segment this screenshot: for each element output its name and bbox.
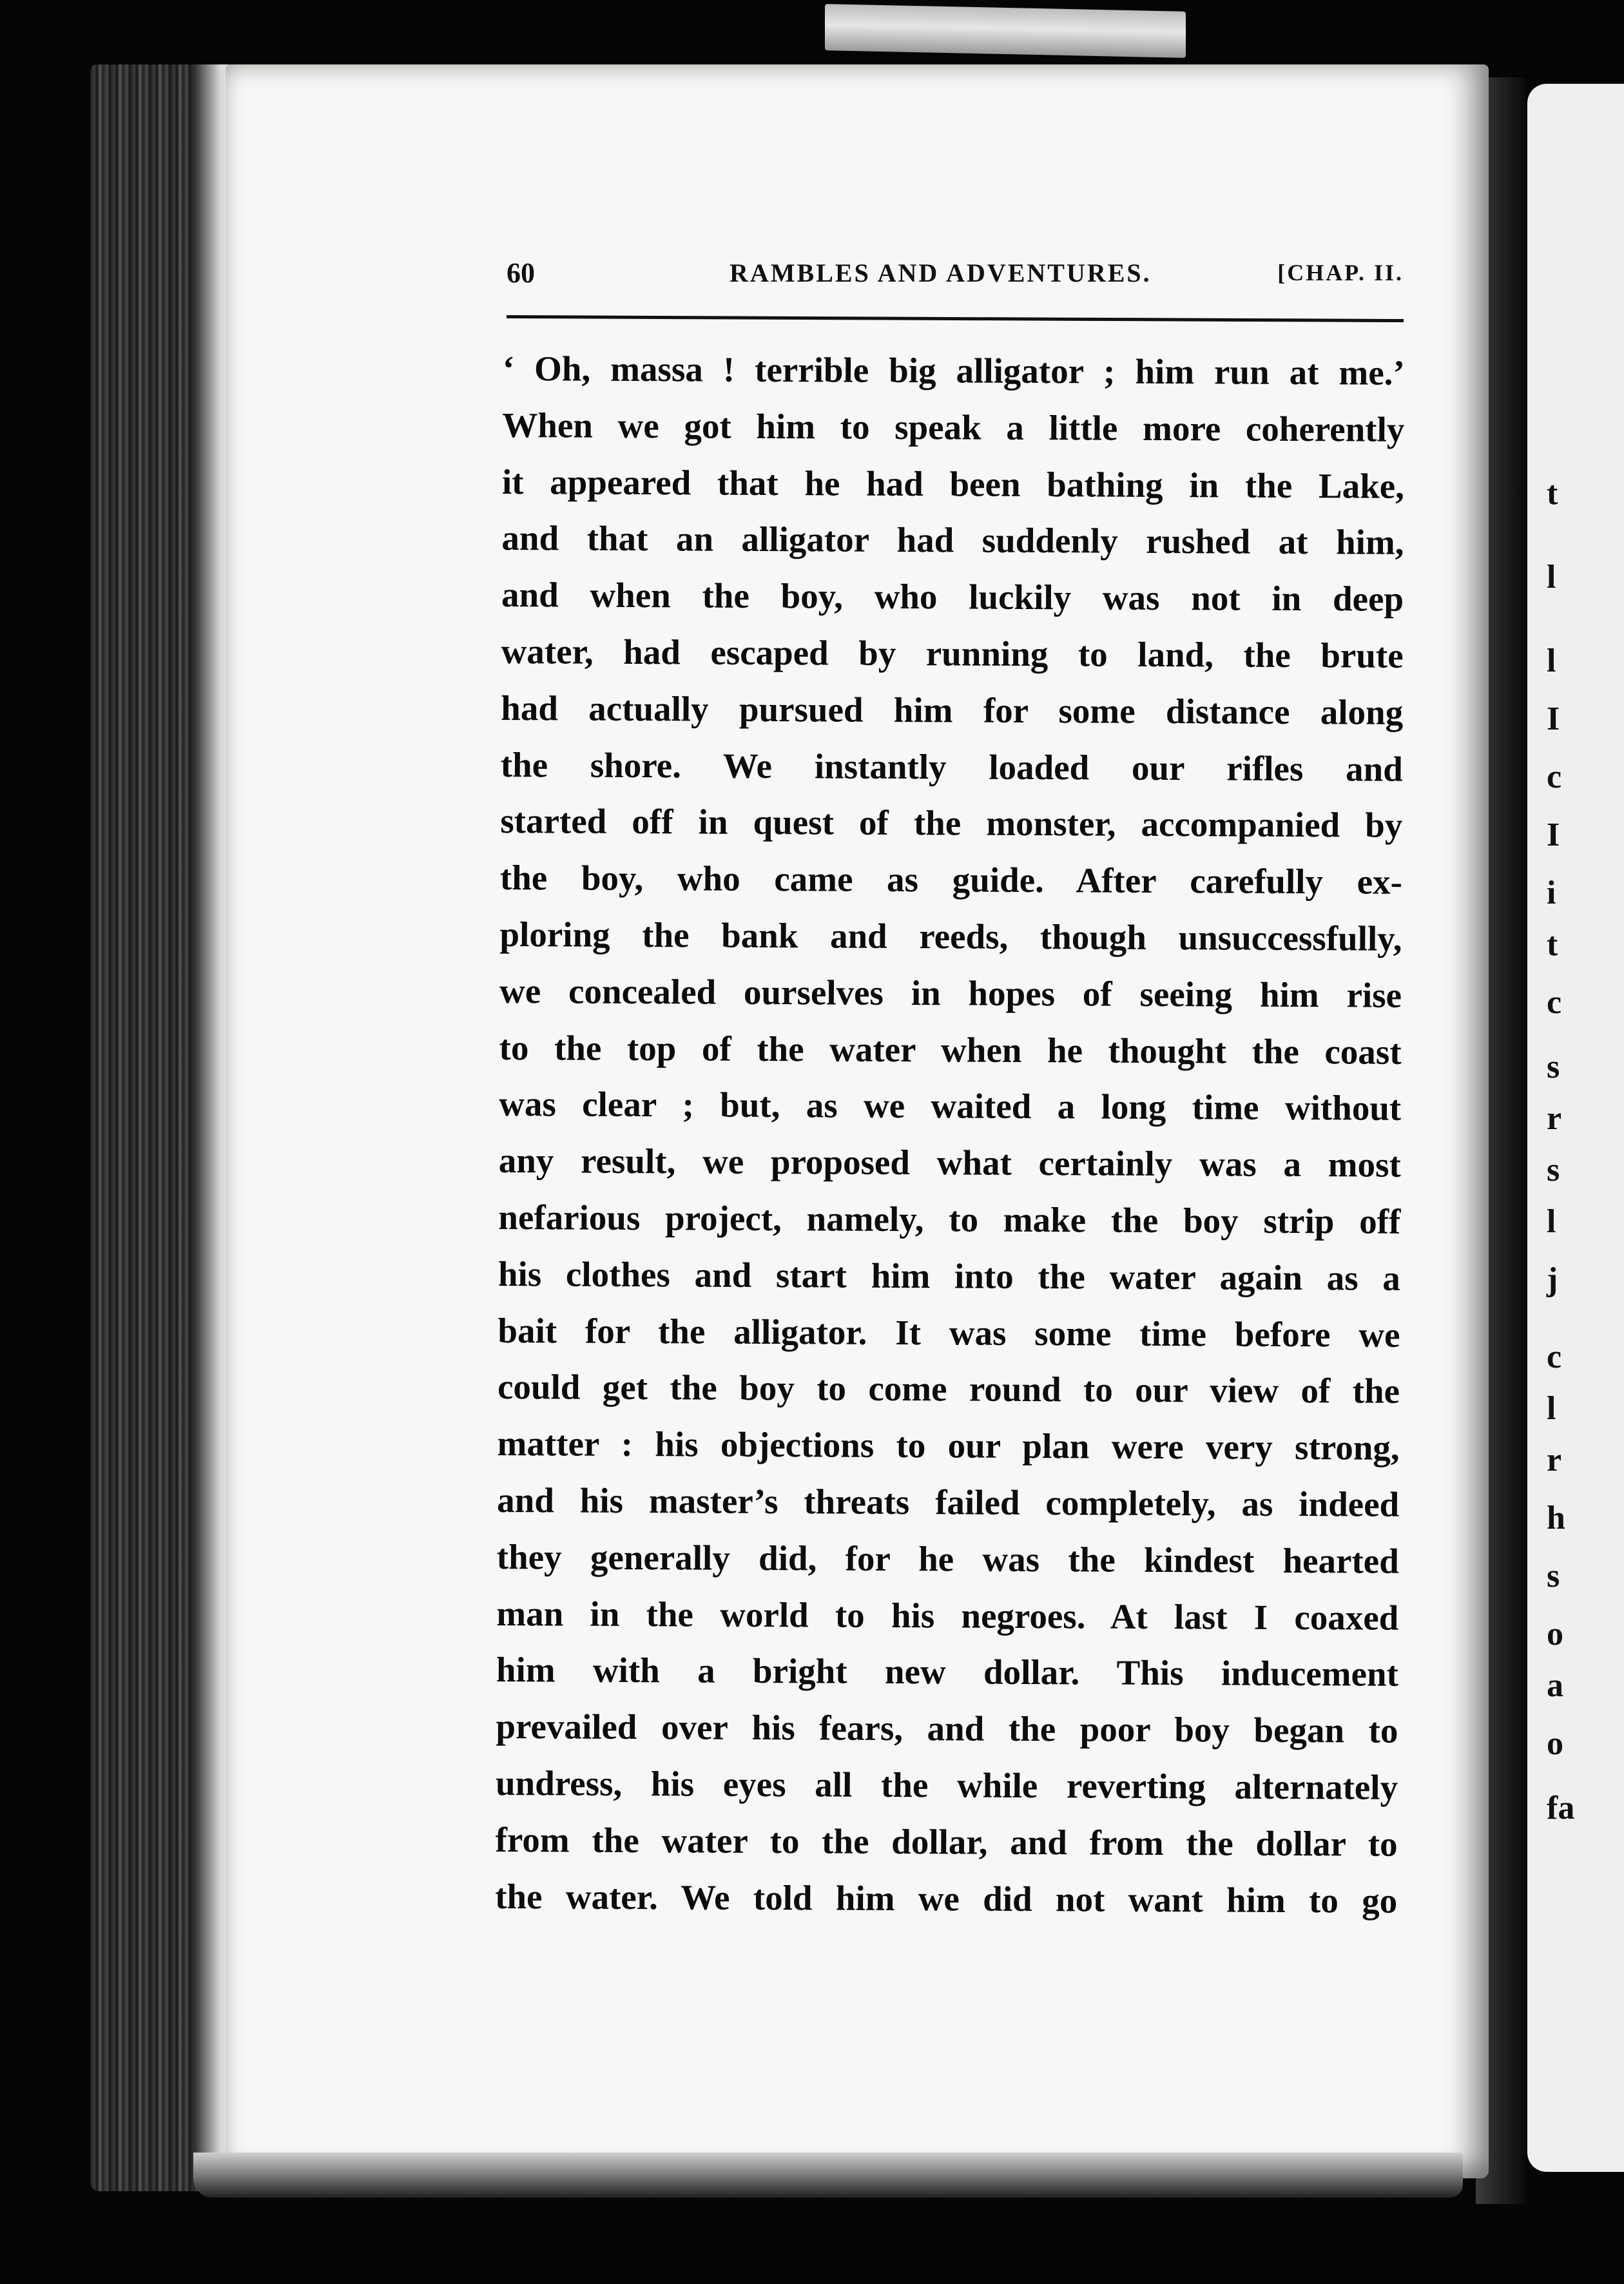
text-line: his clothes and start him into the water again as a — [498, 1253, 1401, 1298]
text-line: and when the boy, who luckily was not in deep — [501, 575, 1404, 619]
text-line: started off in quest of the monster, accompanied by — [500, 801, 1403, 846]
text-line: ploring the bank and reeds, though unsuccessfully, — [499, 914, 1402, 958]
next-page-letter: s — [1547, 1049, 1560, 1085]
next-page-letter: o — [1547, 1725, 1563, 1762]
next-page-letter: I — [1547, 817, 1560, 853]
next-page-letter: t — [1547, 475, 1558, 512]
next-page-letter: h — [1547, 1500, 1565, 1536]
next-page-letter: t — [1547, 926, 1558, 963]
text-line: the boy, who came as guide. After carefully ex- — [499, 858, 1403, 902]
text-line: could get the boy to come round to our view of the — [497, 1367, 1400, 1411]
text-line: the shore. We instantly loaded our rifles and — [500, 744, 1403, 789]
text-line: undress, his eyes all the while reverting alternately — [495, 1763, 1398, 1807]
running-head — [507, 256, 1404, 298]
next-page-letter: j — [1547, 1261, 1558, 1298]
next-page-letter: r — [1547, 1100, 1562, 1137]
text-line: water, had escaped by running to land, the brute — [501, 631, 1404, 675]
text-line: we concealed ourselves in hopes of seeing him rise — [499, 971, 1402, 1015]
next-page-letter: a — [1547, 1667, 1563, 1704]
book-page-edges — [90, 64, 238, 2191]
page-bottom-edge — [193, 2153, 1463, 2198]
chapter-reference: [CHAP. II. — [1277, 260, 1404, 286]
text-line: had actually pursued him for some distance along — [501, 688, 1404, 732]
text-line: the water. We told him we did not want him to go — [495, 1876, 1398, 1921]
next-page-letter: c — [1547, 984, 1562, 1021]
next-page-letter: fa — [1547, 1790, 1575, 1826]
text-line: from the water to the dollar, and from the dollar to — [495, 1819, 1398, 1864]
next-page-letter: l — [1547, 1203, 1556, 1240]
text-line: and that an alligator had suddenly rushed at him, — [501, 518, 1404, 563]
running-title: RAMBLES AND ADVENTURES. — [730, 258, 1152, 287]
next-page-letter: s — [1547, 1152, 1560, 1188]
text-line: was clear ; but, as we waited a long time without — [499, 1084, 1402, 1128]
next-page-letter: r — [1547, 1442, 1562, 1478]
body-text — [495, 340, 1405, 1929]
next-page-letter: l — [1547, 559, 1556, 595]
next-page-letter: l — [1547, 1390, 1556, 1427]
next-page-letter: I — [1547, 701, 1560, 737]
text-line: nefarious project, namely, to make the boy strip off — [498, 1197, 1401, 1241]
text-line: man in the world to his negroes. At last I coaxed — [496, 1593, 1399, 1638]
text-line: ‘ Oh, massa ! terrible big alligator ; him run at me.’ — [502, 348, 1405, 392]
text-line: him with a bright new dollar. This inducement — [496, 1650, 1399, 1694]
next-page-letter: l — [1547, 643, 1556, 679]
text-line: to the top of the water when he thought the coast — [499, 1027, 1402, 1072]
next-page-letter: c — [1547, 759, 1562, 795]
text-line: any result, we proposed what certainly was a most — [498, 1141, 1401, 1185]
next-page-letter: c — [1547, 1339, 1562, 1375]
text-line: they generally did, for he was the kindest hearted — [496, 1536, 1399, 1581]
next-page-fragment — [1527, 84, 1624, 2172]
top-clip — [825, 4, 1186, 58]
text-line: When we got him to speak a little more coherently — [502, 405, 1405, 449]
next-page-letter: i — [1547, 875, 1556, 911]
next-page-letter: s — [1547, 1558, 1560, 1594]
page-number: 60 — [507, 257, 535, 289]
text-line: matter : his objections to our plan were very strong, — [497, 1424, 1400, 1467]
text-line: it appeared that he had been bathing in the Lake, — [501, 461, 1405, 506]
text-line: bait for the alligator. It was some time before we — [498, 1310, 1400, 1355]
next-page-letter: o — [1547, 1616, 1563, 1652]
text-line: and his master’s threats failed completely, as indeed — [497, 1480, 1400, 1524]
text-line: prevailed over his fears, and the poor boy began to — [496, 1707, 1398, 1750]
